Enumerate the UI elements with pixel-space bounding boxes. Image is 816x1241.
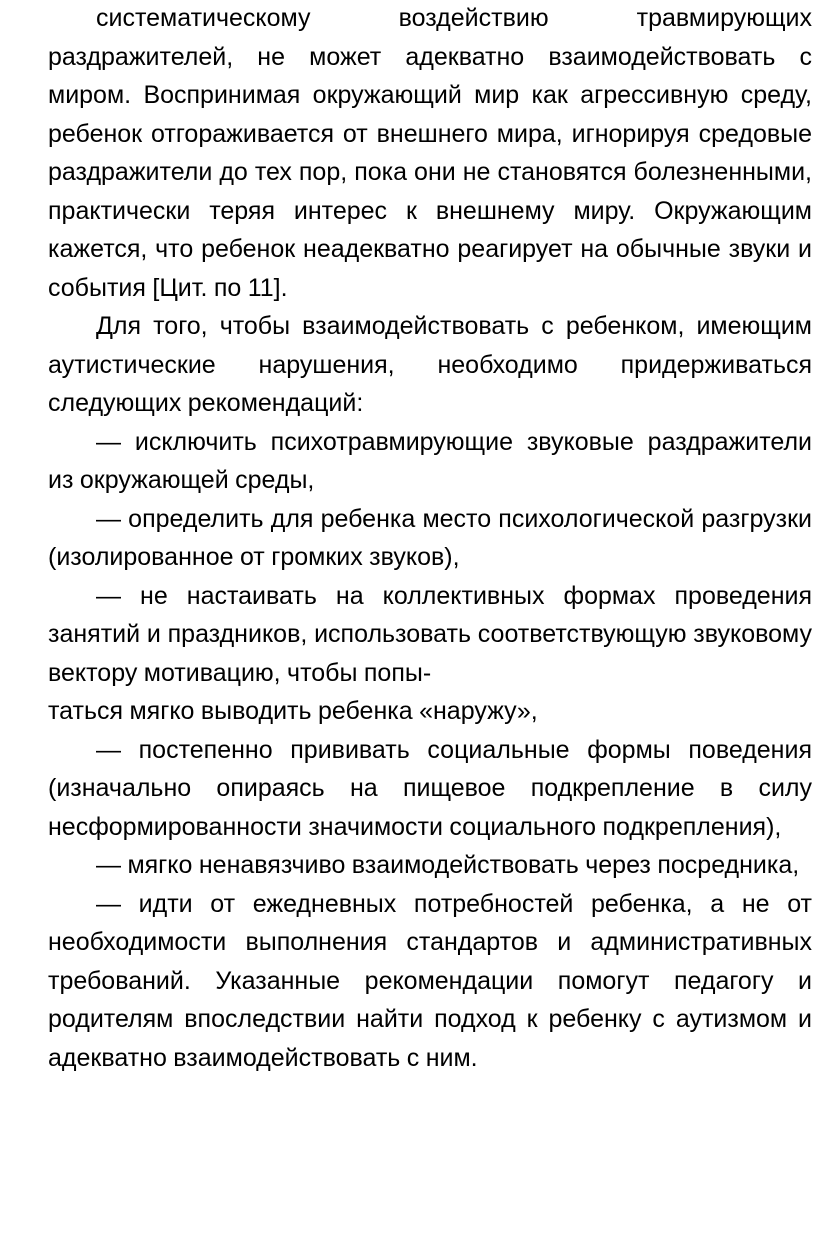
list-item-no-collective-forms-continuation: таться мягко выводить ребенка «наружу», (48, 697, 538, 725)
list-item-social-forms: — постепенно прививать социальные формы поведения (изначально опираясь на пищевое подкрепление в силу несформированности значимости социального подкрепления), (48, 735, 812, 841)
list-item-no-collective-forms: — не настаивать на коллективных формах проведения занятий и праздников, использовать соответствующую звуковому вектору мотивацию, чтобы попы- (48, 581, 812, 687)
paragraph-intro-continuation: систематическому воздействию травмирующих раздражителей, не может адекватно взаимодействовать с миром. Воспринимая окружающий мир как агрессивную среду, ребенок отгораживается от внешнего мира, игнорируя средовые раздражители до тех пор, пока они не становятся болезненными, практически теряя интерес к внешнему миру. Окружающим кажется, что ребенок неадекватно реагирует на обычные звуки и события [Цит. по 11]. (48, 4, 812, 302)
list-item-daily-needs: — идти от ежедневных потребностей ребенка, а не от необходимости выполнения стандартов и административных требований. Указанные рекомендации помогут педагогу и родителям впоследствии найти подход к ребенку с аутизмом и адекватно взаимодействовать с ним. (48, 889, 812, 1072)
paragraph-recommendations-intro: Для того, чтобы взаимодействовать с ребенком, имеющим аутистические нарушения, необходимо придерживаться следующих рекомендаций: (48, 312, 812, 417)
list-item-intermediary: — мягко ненавязчиво взаимодействовать через посредника, (96, 851, 800, 879)
list-item-relief-place: — определить для ребенка место психологической разгрузки (изолированное от громких звуков), (48, 504, 812, 571)
list-item-exclude-stimuli: — исключить психотравмирующие звуковые раздражители из окружающей среды, (48, 427, 812, 494)
document-page (48, 0, 812, 1077)
